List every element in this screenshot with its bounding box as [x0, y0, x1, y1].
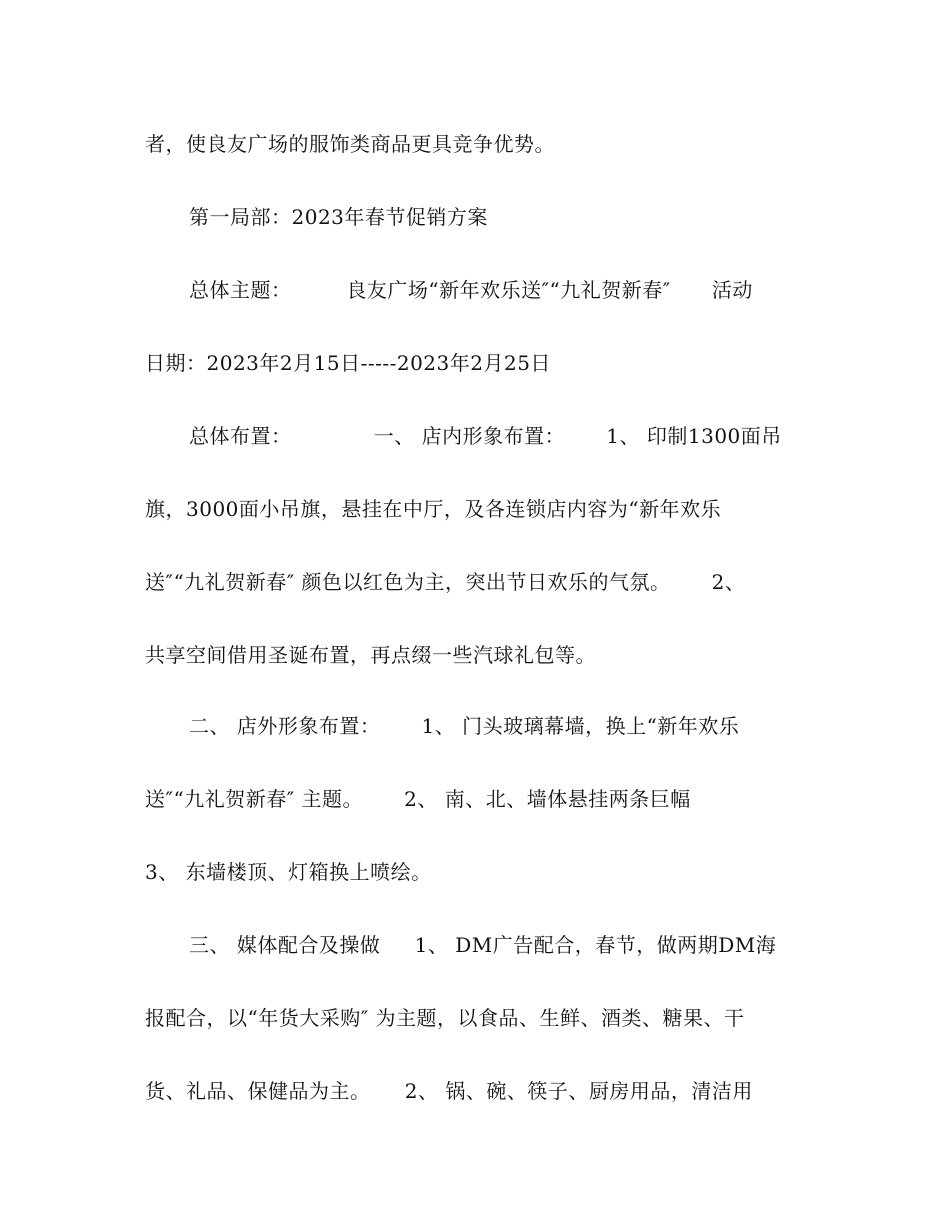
paragraph-line: 总体主题： 良友广场“新年欢乐送″“九礼贺新春″ 活动: [189, 278, 753, 302]
paragraph-line: 总体布置： 一、 店内形象布置： 1、 印制1300面吊: [189, 424, 782, 448]
paragraph-line: 三、 媒体配合及操做 1、 DM广告配合，春节，做两期DM海: [189, 933, 777, 957]
paragraph-line: 者，使良友广场的服饰类商品更具竞争优势。: [145, 132, 555, 156]
paragraph-line: 送″“九礼贺新春″ 主题。 2、 南、北、墙体悬挂两条巨幅: [145, 787, 691, 811]
paragraph-line: 共享空间借用圣诞布置，再点缀一些汽球礼包等。: [145, 643, 596, 667]
paragraph-line: 送″“九礼贺新春″ 颜色以红色为主，突出节日欢乐的气氛。 2、: [145, 570, 746, 594]
paragraph-line: 旗，3000面小吊旗，悬挂在中厅，及各连锁店内容为“新年欢乐: [145, 497, 722, 521]
paragraph-line: 货、礼品、保健品为主。 2、 锅、碗、筷子、厨房用品，清洁用: [145, 1079, 753, 1103]
paragraph-line: 第一局部：2023年春节促销方案: [189, 205, 488, 229]
paragraph-line: 二、 店外形象布置： 1、 门头玻璃幕墙，换上“新年欢乐: [189, 714, 740, 738]
paragraph-line: 日期：2023年2月15日-----2023年2月25日: [145, 351, 551, 375]
paragraph-line: 报配合，以“年货大采购″ 为主题，以食品、生鲜、酒类、糖果、干: [145, 1006, 745, 1030]
paragraph-line: 3、 东墙楼顶、灯箱换上喷绘。: [145, 860, 432, 884]
